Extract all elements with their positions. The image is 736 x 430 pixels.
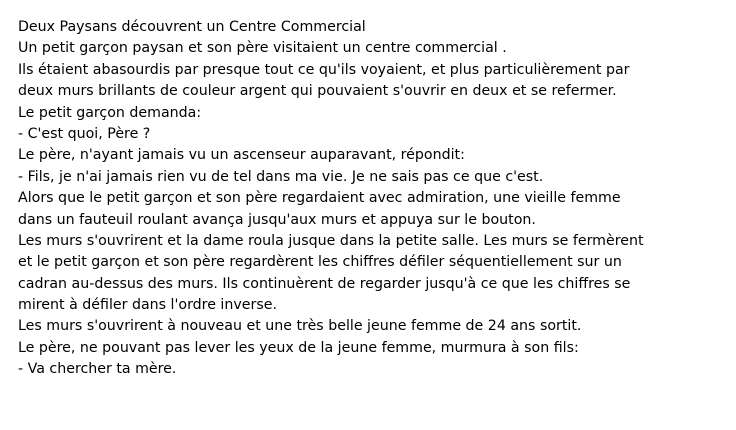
text-line: mirent à défiler dans l'ordre inverse. [18,297,277,314]
text-line: Les murs s'ouvrirent à nouveau et une très belle jeune femme de 24 ans sortit. [18,318,582,335]
text-line: Le père, n'ayant jamais vu un ascenseur auparavant, répondit: [18,147,465,164]
text-line: - C'est quoi, Père ? [18,125,151,142]
document-text [18,17,730,381]
text-line: Alors que le petit garçon et son père regardaient avec admiration, une vieille femme [18,190,621,207]
text-line: et le petit garçon et son père regardèrent les chiffres défiler séquentiellement sur un [18,254,622,271]
text-line: - Fils, je n'ai jamais rien vu de tel dans ma vie. Je ne sais pas ce que c'est. [18,168,544,185]
text-line: cadran au-dessus des murs. Ils continuèrent de regarder jusqu'à ce que les chiffres se [18,275,631,292]
text-line: dans un fauteuil roulant avança jusqu'aux murs et appuya sur le bouton. [18,211,536,228]
document-title: Deux Paysans découvrent un Centre Commercial [18,19,366,35]
text-line: Ils étaient abasourdis par presque tout ce qu'ils voyaient, et plus particulièrement par [18,61,630,78]
text-line: deux murs brillants de couleur argent qui pouvaient s'ouvrir en deux et se refermer. [18,83,617,100]
text-line: Le petit garçon demanda: [18,104,202,121]
text-line: Le père, ne pouvant pas lever les yeux de la jeune femme, murmura à son fils: [18,339,579,356]
text-line: Les murs s'ouvrirent et la dame roula jusque dans la petite salle. Les murs se fermèrent [18,232,644,249]
text-line: Un petit garçon paysan et son père visitaient un centre commercial . [18,40,507,57]
text-line: - Va chercher ta mère. [18,361,177,378]
